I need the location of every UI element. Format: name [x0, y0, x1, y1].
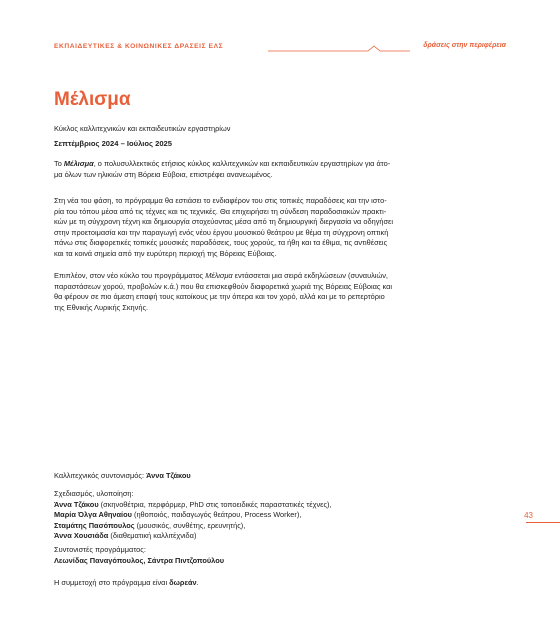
paragraph-events — [54, 271, 508, 313]
paragraph-line: θα φέρουν σε πιο άμεση επαφή τους κατοίκους με την όπερα και τον χορό, αλλά και με το ρεπερτόριο — [54, 292, 385, 302]
program-dates: Σεπτέμβριος 2024 – Ιούλιος 2025 — [54, 139, 173, 148]
paragraph-line: Επιπλέον, στον νέο κύκλο του προγράμματος Μέλισμα εντάσσεται μια σειρά εκδηλώσεων (συναυλιών, — [54, 271, 388, 280]
participation-note: Η συμμετοχή στο πρόγραμμα είναι δωρεάν. — [54, 578, 199, 587]
paragraph-line: Το Μέλισμα, ο πολυσυλλεκτικός ετήσιος κύκλος καλλιτεχνικών και εκπαιδευτικών εργαστηρίων για άτο- — [54, 159, 391, 168]
page-title: Μέλισμα — [54, 89, 131, 110]
paragraph-line: Στη νέα του φάση, το πρόγραμμα θα εστιάσει το ενδιαφέρον του στις τοπικές παραδόσεις και την ιστο- — [54, 196, 387, 205]
paragraph-line: στην προετοιμασία και την παραγωγή ενός νέου έργου μουσικού θεάτρου με θέμα τη σύγχρονη οπτική — [54, 227, 389, 237]
credit-person: Σταμάτης Πασόπουλος (μουσικός, συνθέτης, ερευνητής), — [54, 520, 246, 530]
paragraph-line: πάνω στις διαφορετικές τοπικές μουσικές παραδόσεις, τους χορούς, τα ήθη και τα έθιμα, τις αντιθέσεις — [54, 238, 388, 248]
subsection-label: δράσεις στην περιφέρεια — [423, 42, 506, 49]
paragraph-line: παραστάσεων χορού, προβολών κ.ά.) που θα επισκεφθούν διαφορετικά χωριά της Βόρειας Εύβοιας και — [54, 281, 393, 291]
paragraph-line: κών με τη σύγχρονη τέχνη και δημιουργία στοχεύοντας μέσα από τη δημιουργική διεργασία να οδηγήσει — [54, 217, 393, 227]
credit-person: Άννα Χουσιάδα (διαθεματική καλλιτέχνιδα) — [54, 531, 197, 541]
paragraph-line: ρία του τόπου μέσα από τις τέχνες και τις τεχνικές. Θα επιχειρήσει τη σύνδεση παραδοσιακών πρακτι- — [54, 206, 387, 216]
design-credits — [54, 489, 332, 542]
credit-person: Μαρία Όλγα Αθηναίου (ηθοποιός, παιδαγωγός θεάτρου, Process Worker), — [54, 510, 302, 520]
artistic-coordination: Καλλιτεχνικός συντονισμός: Άννα Τζάκου — [54, 471, 191, 480]
section-label: ΕΚΠΑΙΔΕΥΤΙΚΕΣ & ΚΟΙΝΩΝΙΚΕΣ ΔΡΑΣΕΙΣ ΕΛΣ — [54, 43, 224, 50]
page-number-rule — [526, 522, 560, 523]
program-coord-names: Λεωνίδας Παναγόπουλος, Σάντρα Πιντζοπούλου — [54, 555, 225, 565]
credit-person: Άννα Τζάκου (σκηνοθέτρια, περφόρμερ, PhD στις τοποειδικές παραστατικές τέχνες), — [54, 499, 332, 509]
paragraph-line: μα όλων των ηλικιών στη Βόρεια Εύβοια, επιστρέφει ανανεωμένος. — [54, 169, 273, 179]
program-coordinators — [54, 545, 224, 566]
design-label: Σχεδιασμός, υλοποίηση: — [54, 489, 134, 498]
paragraph-intro — [54, 159, 508, 180]
page-number: 43 — [524, 511, 533, 520]
paragraph-line: και τα κοινά σημεία από την ευρύτερη περιοχή της Βόρειας Εύβοιας. — [54, 248, 277, 258]
page-subtitle: Κύκλος καλλιτεχνικών και εκπαιδευτικών εργαστηρίων — [54, 124, 231, 133]
paragraph-line: της Εθνικής Λυρικής Σκηνής. — [54, 302, 149, 312]
paragraph-focus — [54, 196, 508, 260]
program-coord-label: Συντονιστές προγράμματος: — [54, 545, 146, 554]
